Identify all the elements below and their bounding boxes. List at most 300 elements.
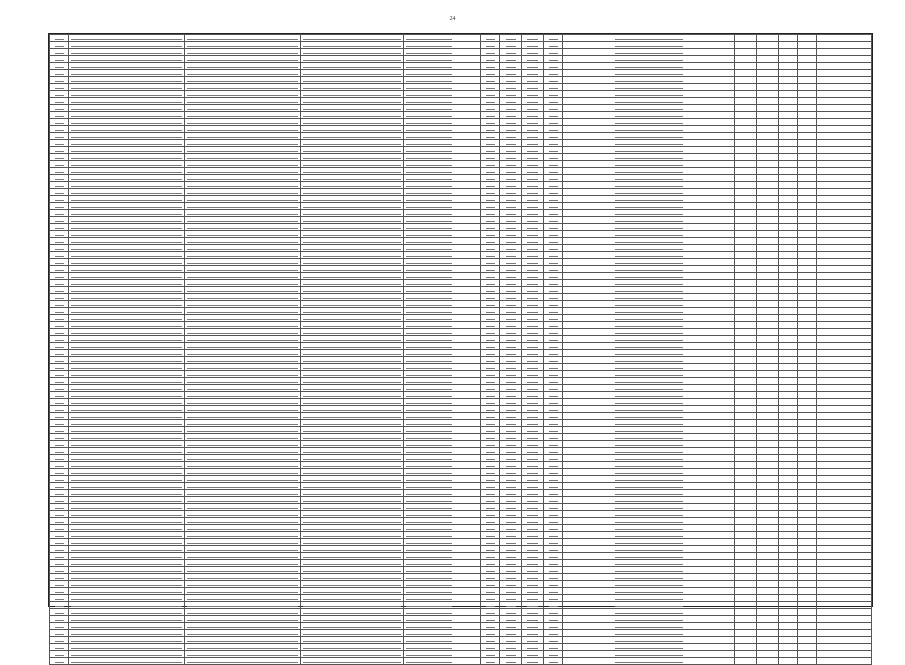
illegible-text bbox=[71, 305, 182, 306]
table-cell bbox=[522, 294, 544, 301]
table-cell bbox=[69, 455, 185, 462]
table-cell bbox=[817, 273, 872, 280]
table-cell bbox=[69, 616, 185, 623]
table-cell bbox=[50, 462, 69, 469]
table-cell bbox=[300, 196, 403, 203]
illegible-text bbox=[527, 221, 537, 222]
illegible-text bbox=[406, 536, 452, 537]
illegible-text bbox=[55, 543, 64, 544]
illegible-text bbox=[71, 557, 182, 558]
table-cell bbox=[481, 385, 500, 392]
table-cell bbox=[817, 658, 872, 665]
table-cell bbox=[563, 392, 735, 399]
table-cell bbox=[481, 574, 500, 581]
table-cell bbox=[735, 658, 757, 665]
table-cell bbox=[778, 518, 797, 525]
illegible-text bbox=[549, 466, 558, 467]
illegible-text bbox=[71, 256, 182, 257]
table-cell bbox=[50, 385, 69, 392]
illegible-text bbox=[187, 123, 298, 124]
table-cell bbox=[778, 245, 797, 252]
table-cell bbox=[756, 560, 778, 567]
table-cell bbox=[69, 630, 185, 637]
table-cell bbox=[778, 413, 797, 420]
table-cell bbox=[817, 483, 872, 490]
illegible-text bbox=[527, 543, 537, 544]
table-cell bbox=[817, 280, 872, 287]
table-cell bbox=[69, 112, 185, 119]
table-cell bbox=[500, 413, 522, 420]
illegible-text bbox=[55, 424, 64, 425]
table-row bbox=[50, 483, 872, 490]
illegible-text bbox=[549, 459, 558, 460]
table-cell bbox=[403, 336, 480, 343]
table-cell bbox=[817, 504, 872, 511]
table-row bbox=[50, 532, 872, 539]
table-cell bbox=[481, 658, 500, 665]
table-cell bbox=[69, 343, 185, 350]
illegible-text bbox=[527, 459, 537, 460]
table-cell bbox=[817, 581, 872, 588]
illegible-text bbox=[549, 641, 558, 642]
illegible-text bbox=[549, 473, 558, 474]
table-cell bbox=[543, 287, 562, 294]
table-cell bbox=[500, 434, 522, 441]
illegible-text bbox=[303, 459, 401, 460]
illegible-text bbox=[303, 137, 401, 138]
illegible-text bbox=[303, 592, 401, 593]
illegible-text bbox=[615, 305, 683, 306]
table-cell bbox=[300, 77, 403, 84]
illegible-text bbox=[187, 389, 298, 390]
table-cell bbox=[481, 637, 500, 644]
table-cell bbox=[798, 413, 817, 420]
illegible-text bbox=[486, 74, 495, 75]
illegible-text bbox=[303, 494, 401, 495]
table-cell bbox=[778, 266, 797, 273]
illegible-text bbox=[71, 564, 182, 565]
illegible-text bbox=[303, 67, 401, 68]
illegible-text bbox=[303, 249, 401, 250]
illegible-text bbox=[486, 585, 495, 586]
table-cell bbox=[735, 560, 757, 567]
table-cell bbox=[798, 301, 817, 308]
table-cell bbox=[403, 434, 480, 441]
illegible-text bbox=[303, 214, 401, 215]
table-cell bbox=[563, 252, 735, 259]
illegible-text bbox=[486, 620, 495, 621]
illegible-text bbox=[187, 648, 298, 649]
table-cell bbox=[756, 476, 778, 483]
illegible-text bbox=[549, 179, 558, 180]
illegible-text bbox=[506, 557, 516, 558]
table-cell bbox=[500, 553, 522, 560]
table-cell bbox=[500, 441, 522, 448]
illegible-text bbox=[55, 536, 64, 537]
table-cell bbox=[522, 287, 544, 294]
illegible-text bbox=[55, 95, 64, 96]
illegible-text bbox=[406, 410, 452, 411]
table-cell bbox=[300, 175, 403, 182]
illegible-text bbox=[486, 151, 495, 152]
table-cell bbox=[300, 567, 403, 574]
illegible-text bbox=[303, 620, 401, 621]
table-cell bbox=[403, 182, 480, 189]
table-cell bbox=[500, 238, 522, 245]
table-row bbox=[50, 602, 872, 609]
illegible-text bbox=[406, 466, 452, 467]
illegible-text bbox=[406, 207, 452, 208]
table-cell bbox=[735, 553, 757, 560]
illegible-text bbox=[506, 662, 516, 663]
illegible-text bbox=[486, 144, 495, 145]
illegible-text bbox=[486, 109, 495, 110]
table-cell bbox=[69, 399, 185, 406]
table-cell bbox=[798, 434, 817, 441]
table-row bbox=[50, 364, 872, 371]
illegible-text bbox=[506, 382, 516, 383]
illegible-text bbox=[615, 641, 683, 642]
table-cell bbox=[735, 392, 757, 399]
table-cell bbox=[735, 189, 757, 196]
table-cell bbox=[481, 497, 500, 504]
table-cell bbox=[798, 525, 817, 532]
table-cell bbox=[756, 511, 778, 518]
illegible-text bbox=[549, 599, 558, 600]
table-cell bbox=[756, 49, 778, 56]
illegible-text bbox=[71, 165, 182, 166]
illegible-text bbox=[187, 480, 298, 481]
illegible-text bbox=[187, 515, 298, 516]
illegible-text bbox=[506, 389, 516, 390]
table-cell bbox=[735, 357, 757, 364]
illegible-text bbox=[549, 312, 558, 313]
illegible-text bbox=[615, 662, 683, 663]
table-cell bbox=[563, 105, 735, 112]
illegible-text bbox=[486, 256, 495, 257]
table-cell bbox=[543, 42, 562, 49]
table-cell bbox=[817, 119, 872, 126]
table-cell bbox=[500, 560, 522, 567]
illegible-text bbox=[71, 46, 182, 47]
illegible-text bbox=[527, 522, 537, 523]
illegible-text bbox=[527, 39, 537, 40]
illegible-text bbox=[71, 417, 182, 418]
illegible-text bbox=[486, 354, 495, 355]
illegible-text bbox=[615, 109, 683, 110]
table-cell bbox=[50, 266, 69, 273]
illegible-text bbox=[527, 144, 537, 145]
illegible-text bbox=[55, 172, 64, 173]
illegible-text bbox=[71, 123, 182, 124]
table-cell bbox=[500, 315, 522, 322]
illegible-text bbox=[549, 403, 558, 404]
table-row bbox=[50, 385, 872, 392]
table-row bbox=[50, 217, 872, 224]
table-cell bbox=[500, 532, 522, 539]
illegible-text bbox=[55, 88, 64, 89]
illegible-text bbox=[187, 186, 298, 187]
illegible-text bbox=[615, 550, 683, 551]
illegible-text bbox=[71, 508, 182, 509]
table-cell bbox=[756, 280, 778, 287]
table-cell bbox=[735, 238, 757, 245]
illegible-text bbox=[549, 291, 558, 292]
illegible-text bbox=[187, 487, 298, 488]
illegible-text bbox=[615, 368, 683, 369]
table-cell bbox=[300, 210, 403, 217]
table-cell bbox=[500, 119, 522, 126]
table-cell bbox=[50, 560, 69, 567]
illegible-text bbox=[527, 333, 537, 334]
table-row bbox=[50, 98, 872, 105]
table-cell bbox=[300, 343, 403, 350]
table-cell bbox=[563, 441, 735, 448]
illegible-text bbox=[71, 158, 182, 159]
illegible-text bbox=[55, 613, 64, 614]
illegible-text bbox=[55, 270, 64, 271]
illegible-text bbox=[187, 382, 298, 383]
table-cell bbox=[69, 539, 185, 546]
illegible-text bbox=[55, 158, 64, 159]
table-cell bbox=[481, 231, 500, 238]
illegible-text bbox=[486, 613, 495, 614]
table-cell bbox=[403, 616, 480, 623]
illegible-text bbox=[406, 60, 452, 61]
table-cell bbox=[50, 35, 69, 42]
illegible-text bbox=[615, 522, 683, 523]
illegible-text bbox=[303, 655, 401, 656]
illegible-text bbox=[486, 214, 495, 215]
illegible-text bbox=[549, 151, 558, 152]
table-cell bbox=[185, 42, 301, 49]
illegible-text bbox=[71, 326, 182, 327]
illegible-text bbox=[406, 326, 452, 327]
table-cell bbox=[50, 392, 69, 399]
illegible-text bbox=[187, 46, 298, 47]
table-cell bbox=[500, 245, 522, 252]
table-cell bbox=[756, 98, 778, 105]
table-cell bbox=[522, 406, 544, 413]
illegible-text bbox=[615, 494, 683, 495]
table-cell bbox=[798, 91, 817, 98]
illegible-text bbox=[187, 305, 298, 306]
table-cell bbox=[481, 490, 500, 497]
illegible-text bbox=[303, 606, 401, 607]
illegible-text bbox=[55, 123, 64, 124]
illegible-text bbox=[303, 270, 401, 271]
table-cell bbox=[735, 350, 757, 357]
table-cell bbox=[778, 378, 797, 385]
illegible-text bbox=[549, 109, 558, 110]
table-cell bbox=[522, 301, 544, 308]
table-cell bbox=[756, 448, 778, 455]
table-cell bbox=[522, 434, 544, 441]
illegible-text bbox=[615, 529, 683, 530]
illegible-text bbox=[187, 431, 298, 432]
illegible-text bbox=[527, 46, 537, 47]
table-cell bbox=[185, 644, 301, 651]
table-cell bbox=[756, 462, 778, 469]
table-cell bbox=[817, 546, 872, 553]
table-cell bbox=[778, 63, 797, 70]
table-cell bbox=[817, 455, 872, 462]
table-cell bbox=[756, 399, 778, 406]
table-cell bbox=[563, 259, 735, 266]
table-cell bbox=[500, 70, 522, 77]
table-cell bbox=[481, 525, 500, 532]
table-cell bbox=[563, 273, 735, 280]
table-cell bbox=[735, 112, 757, 119]
table-cell bbox=[481, 483, 500, 490]
illegible-text bbox=[527, 326, 537, 327]
table-cell bbox=[185, 77, 301, 84]
illegible-text bbox=[486, 284, 495, 285]
table-cell bbox=[778, 238, 797, 245]
table-cell bbox=[756, 364, 778, 371]
illegible-text bbox=[527, 620, 537, 621]
table-cell bbox=[563, 203, 735, 210]
table-cell bbox=[481, 539, 500, 546]
table-cell bbox=[735, 623, 757, 630]
table-cell bbox=[481, 469, 500, 476]
table-cell bbox=[778, 574, 797, 581]
illegible-text bbox=[527, 151, 537, 152]
table-cell bbox=[563, 497, 735, 504]
table-cell bbox=[756, 224, 778, 231]
table-cell bbox=[500, 259, 522, 266]
table-cell bbox=[817, 91, 872, 98]
illegible-text bbox=[549, 396, 558, 397]
table-cell bbox=[500, 98, 522, 105]
illegible-text bbox=[187, 494, 298, 495]
illegible-text bbox=[303, 284, 401, 285]
table-cell bbox=[50, 231, 69, 238]
table-cell bbox=[50, 469, 69, 476]
table-cell bbox=[798, 49, 817, 56]
table-cell bbox=[403, 63, 480, 70]
illegible-text bbox=[71, 95, 182, 96]
table-cell bbox=[735, 644, 757, 651]
illegible-text bbox=[615, 466, 683, 467]
table-cell bbox=[735, 406, 757, 413]
table-cell bbox=[185, 651, 301, 658]
illegible-text bbox=[527, 564, 537, 565]
table-cell bbox=[735, 616, 757, 623]
illegible-text bbox=[615, 53, 683, 54]
illegible-text bbox=[187, 116, 298, 117]
table-cell bbox=[300, 280, 403, 287]
table-cell bbox=[185, 560, 301, 567]
table-cell bbox=[300, 273, 403, 280]
table-cell bbox=[543, 308, 562, 315]
table-cell bbox=[185, 595, 301, 602]
table-cell bbox=[522, 616, 544, 623]
table-cell bbox=[69, 651, 185, 658]
table-row bbox=[50, 448, 872, 455]
table-cell bbox=[543, 77, 562, 84]
table-row bbox=[50, 630, 872, 637]
table-cell bbox=[500, 154, 522, 161]
table-cell bbox=[563, 294, 735, 301]
table-cell bbox=[500, 49, 522, 56]
table-cell bbox=[543, 210, 562, 217]
table-cell bbox=[69, 175, 185, 182]
table-cell bbox=[300, 133, 403, 140]
table-cell bbox=[300, 63, 403, 70]
table-cell bbox=[817, 203, 872, 210]
illegible-text bbox=[55, 207, 64, 208]
table-cell bbox=[817, 637, 872, 644]
table-cell bbox=[185, 462, 301, 469]
illegible-text bbox=[615, 613, 683, 614]
table-cell bbox=[185, 231, 301, 238]
table-cell bbox=[50, 259, 69, 266]
table-cell bbox=[500, 217, 522, 224]
illegible-text bbox=[187, 256, 298, 257]
illegible-text bbox=[303, 382, 401, 383]
illegible-text bbox=[406, 242, 452, 243]
table-cell bbox=[50, 483, 69, 490]
table-cell bbox=[778, 490, 797, 497]
table-row bbox=[50, 651, 872, 658]
table-cell bbox=[735, 308, 757, 315]
illegible-text bbox=[615, 116, 683, 117]
table-cell bbox=[756, 252, 778, 259]
table-cell bbox=[403, 294, 480, 301]
illegible-text bbox=[71, 270, 182, 271]
illegible-text bbox=[187, 39, 298, 40]
table-cell bbox=[735, 210, 757, 217]
table-cell bbox=[798, 210, 817, 217]
table-cell bbox=[522, 581, 544, 588]
table-cell bbox=[185, 98, 301, 105]
table-cell bbox=[563, 602, 735, 609]
illegible-text bbox=[406, 74, 452, 75]
table-cell bbox=[300, 336, 403, 343]
illegible-text bbox=[55, 634, 64, 635]
illegible-text bbox=[71, 529, 182, 530]
table-cell bbox=[481, 35, 500, 42]
table-cell bbox=[543, 301, 562, 308]
illegible-text bbox=[187, 543, 298, 544]
illegible-text bbox=[486, 641, 495, 642]
illegible-text bbox=[187, 340, 298, 341]
table-cell bbox=[500, 399, 522, 406]
table-cell bbox=[500, 581, 522, 588]
table-cell bbox=[50, 140, 69, 147]
table-cell bbox=[185, 448, 301, 455]
illegible-text bbox=[506, 235, 516, 236]
illegible-text bbox=[486, 431, 495, 432]
table-cell bbox=[543, 224, 562, 231]
table-cell bbox=[69, 567, 185, 574]
illegible-text bbox=[615, 179, 683, 180]
illegible-text bbox=[187, 375, 298, 376]
table-row bbox=[50, 112, 872, 119]
illegible-text bbox=[506, 46, 516, 47]
illegible-text bbox=[486, 88, 495, 89]
table-cell bbox=[185, 357, 301, 364]
table-cell bbox=[185, 616, 301, 623]
illegible-text bbox=[303, 186, 401, 187]
table-cell bbox=[798, 574, 817, 581]
table-cell bbox=[817, 161, 872, 168]
table-row bbox=[50, 266, 872, 273]
table-cell bbox=[756, 266, 778, 273]
table-cell bbox=[798, 336, 817, 343]
illegible-text bbox=[71, 445, 182, 446]
